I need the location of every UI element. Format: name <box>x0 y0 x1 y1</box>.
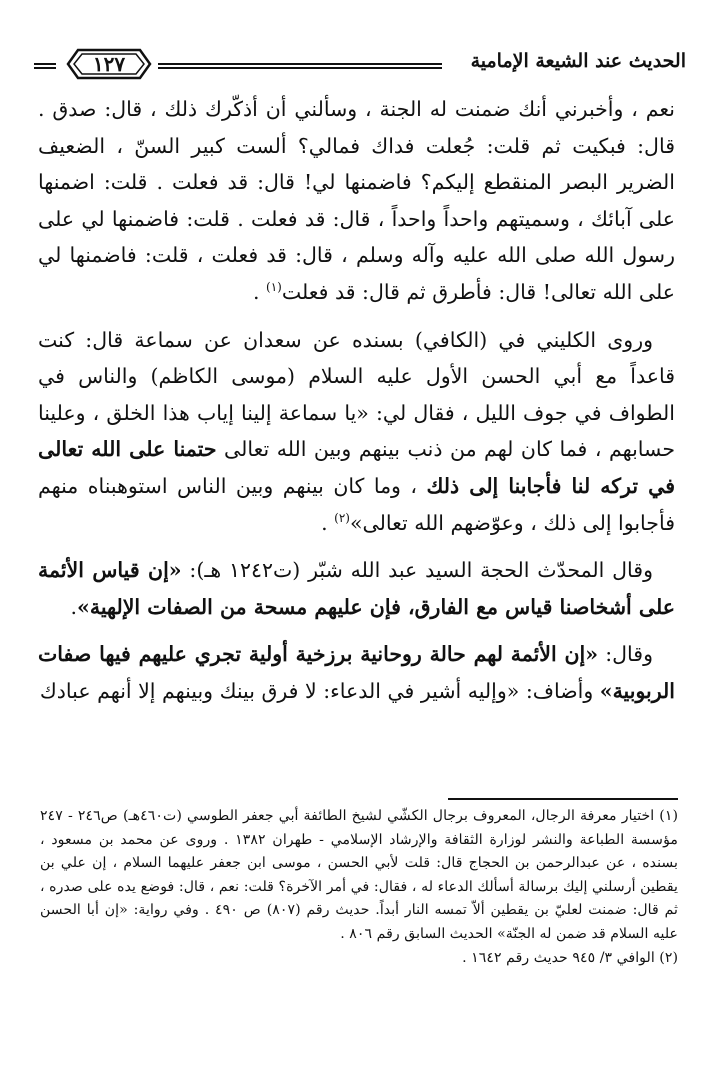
page-header <box>34 44 686 86</box>
paragraph-3-end: . <box>70 594 78 619</box>
paragraph-4 <box>38 636 675 709</box>
paragraph-2-text-b: ، وما كان بينهم وبين الناس استوهبناه منهم فأجابوا إلى ذلك ، وعوّضهم الله تعالى» <box>38 473 675 535</box>
paragraph-2-end: . <box>321 510 335 535</box>
paragraph-4-text: وقال: <box>598 642 653 667</box>
page-number: ١٢٧ <box>92 52 126 76</box>
page-number-badge <box>64 46 154 82</box>
paragraph-2-text: وروى الكليني في (الكافي) بسنده عن سعدان عن سماعة قال: كنت قاعداً مع أبي الحسن الأول عليه السلام (موسى الكاظم) والناس في الطواف في جوف الليل ، فقال لي: «يا سماعة إلينا إياب هذا الخلق ، وعلينا حسابهم ، فما كان لهم من ذنب بينهم وبين الله تعالى <box>38 327 675 462</box>
paragraph-4-text-b: وأضاف: «وإليه أشير في الدعاء: لا فرق بينك وبينهم إلا أنهم عبادك <box>39 678 600 703</box>
footnotes <box>40 805 678 970</box>
header-rule-left <box>34 63 56 69</box>
paragraph-3-text: وقال المحدّث الحجة السيد عبد الله شبّر (ت١٢٤٢ هـ): <box>181 558 654 583</box>
paragraph-2 <box>38 322 675 542</box>
footnote-separator <box>448 798 678 800</box>
footnote-ref-1[interactable]: (١) <box>266 280 282 295</box>
paragraph-1 <box>38 91 675 311</box>
paragraph-1-end: . <box>252 279 267 304</box>
footnote-1: (١) اختيار معرفة الرجال، المعروف برجال الكشّي لشيخ الطائفة أبي جعفر الطوسي (ت٤٦٠هـ) ص٢٤٦ - ٢٤٧ مؤسسة الطباعة والنشر لوزارة الثقافة والإرشاد الإسلامي - طهران ١٣٨٢ . وروى عن محمد بن مسعود ، بسنده ، عن عبدالرحمن بن الحجاج قال: قلت لأبي الحسن ، موسى ابن جعفر عليهما السلام ، إن علي بن يقطين أرسلني إليك برسالة أسألك الدعاء له ، فقال: في أمر الآخرة؟ قلت: نعم ، قال: فوضع يده على صدره ، ثم قال: ضمنت لعليّ بن يقطين ألاّ تمسه النار أبداً. حديث رقم (٨٠٧) ص ٤٩٠ . وفي رواية: «إن أبا الحسن عليه السلام قد ضمن له الجنّة» الحديث السابق رقم ٨٠٦ . <box>40 808 679 942</box>
paragraph-3 <box>38 552 675 625</box>
paragraph-1-text: نعم ، وأخبرني أنك ضمنت له الجنة ، وسألني أن أذكّرك ذلك ، قال: صدق . قال: فبكيت ثم قلت: جُعلت فداك فمالي؟ ألست كبير السنّ ، الضعيف الضرير البصر المنقطع إليكم؟ فاضمنها لي! قال: قد فعلت . قلت: اضمنها على آبائك ، وسميتهم واحداً واحداً ، قال: قد فعلت . قلت: فاضمنها لي على رسول الله صلى الله عليه وآله وسلم ، قال: قد فعلت ، قلت: فاضمنها لي على الله تعالى! قال: فأطرق ثم قال: قد فعلت <box>38 97 675 304</box>
main-text <box>38 91 675 710</box>
header-rule <box>158 63 442 69</box>
paragraph-4-bold: «إن الأئمة لهم حالة روحانية برزخية أولية تجري عليهم فيها صفات الربوبية» <box>38 642 675 703</box>
running-title: الحديث عند الشيعة الإمامية <box>470 50 686 72</box>
paragraph-2-bold: حتمنا على الله تعالى في تركه لنا فأجابنا إلى ذلك <box>38 437 675 498</box>
footnote-2: (٢) الوافي ٣/ ٩٤٥ حديث رقم ١٦٤٢ . <box>462 949 678 966</box>
paragraph-3-bold: «إن قياس الأئمة على أشخاصنا قياس مع الفارق، فإن عليهم مسحة من الصفات الإلهية» <box>38 558 675 619</box>
footnote-ref-2[interactable]: (٢) <box>334 510 350 525</box>
